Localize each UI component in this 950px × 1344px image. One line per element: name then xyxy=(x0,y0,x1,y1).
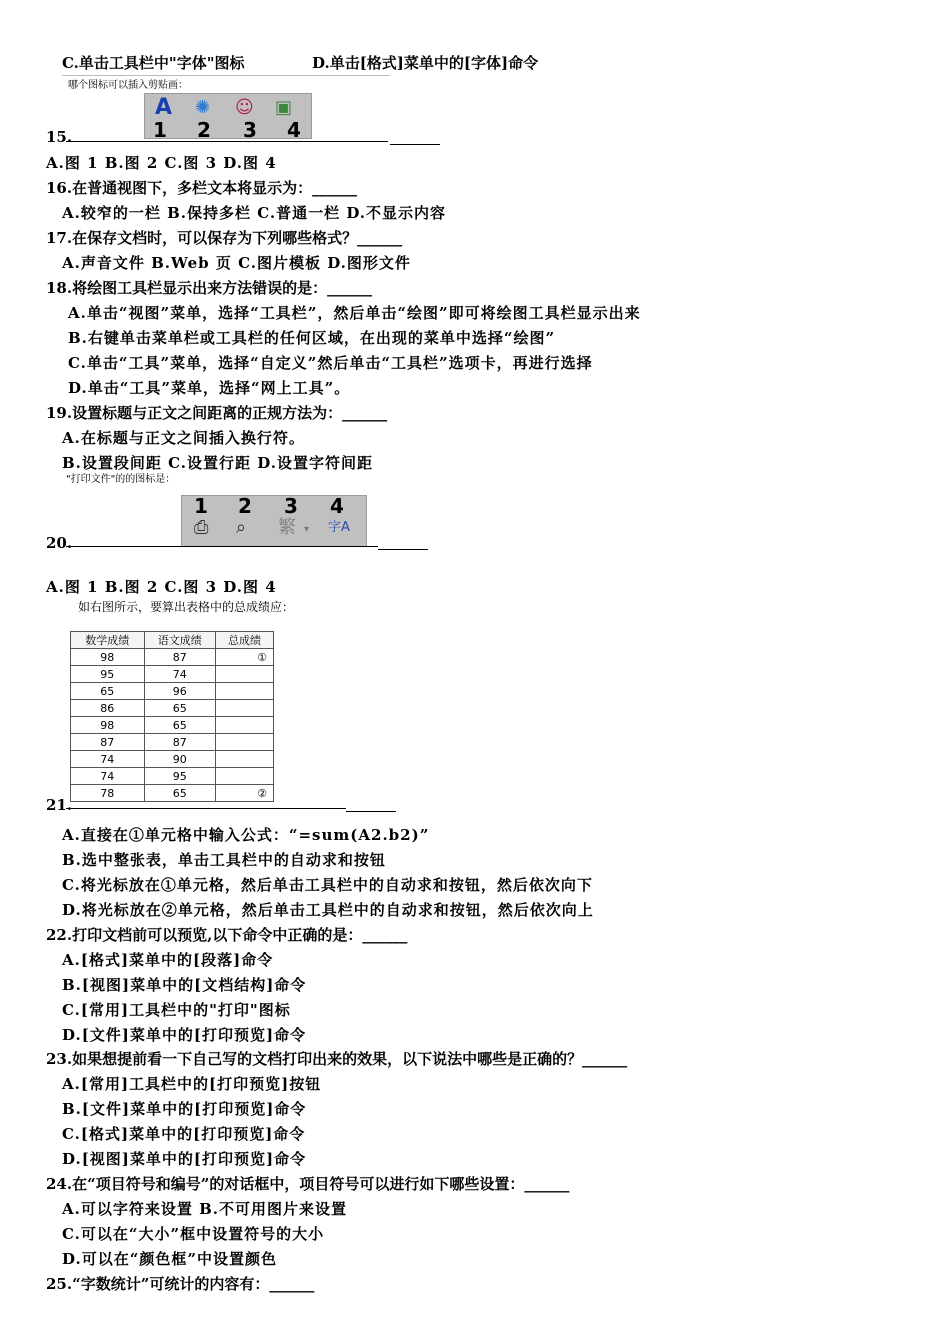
printer-icon: ⎙ xyxy=(194,517,209,538)
q20-answer-line xyxy=(66,546,378,547)
q24-option-d: D.可以在“颜色框”中设置颜色 xyxy=(62,1250,277,1268)
q15-answer-line xyxy=(66,141,388,142)
table-cell: ② xyxy=(216,785,274,802)
table-cell: 74 xyxy=(71,751,145,768)
spelling-check-icon: 字A xyxy=(328,520,350,535)
table-cell: 74 xyxy=(144,666,216,683)
q15-icon-number-3: 3 xyxy=(243,118,257,142)
q15-toolbar-image xyxy=(144,93,312,142)
q15-options: A.图 1 B.图 2 C.图 3 D.图 4 xyxy=(46,154,277,172)
diagram-icon: ✺ xyxy=(195,97,211,118)
table-cell: 98 xyxy=(71,717,145,734)
q23-option-d: D.[视图]菜单中的[打印预览]命令 xyxy=(62,1150,307,1168)
wordart-icon: A xyxy=(155,95,173,120)
q16-stem: 16.在普通视图下，多栏文本将显示为：______ xyxy=(46,179,358,197)
table-cell xyxy=(216,666,274,683)
table-row xyxy=(71,683,274,700)
table-cell: ① xyxy=(216,649,274,666)
q15-icon-number-1: 1 xyxy=(153,118,167,142)
q23-option-c: C.[格式]菜单中的[打印预览]命令 xyxy=(62,1125,306,1143)
traditional-chinese-icon: 繁 xyxy=(278,517,296,538)
q19-stem: 19.设置标题与正文之间距离的正规方法为：______ xyxy=(46,404,388,422)
clipart-icon: ☺ xyxy=(235,97,254,118)
table-cell xyxy=(216,734,274,751)
q20-icon-number-3: 3 xyxy=(284,494,298,518)
q21-intro: 如右图所示，要算出表格中的总成绩应： xyxy=(78,600,295,614)
q15-icon-number-4: 4 xyxy=(287,118,301,142)
q22-option-c: C.[常用]工具栏中的"打印"图标 xyxy=(62,1001,291,1019)
table-cell xyxy=(216,700,274,717)
table-cell: 96 xyxy=(144,683,216,700)
table-cell xyxy=(216,683,274,700)
dropdown-arrow-icon: ▾ xyxy=(304,524,310,535)
table-cell: 87 xyxy=(144,649,216,666)
table-cell xyxy=(216,717,274,734)
q24-stem: 24.在“项目符号和编号”的对话框中，项目符号可以进行如下哪些设置：______ xyxy=(46,1175,570,1193)
q15-answer-blank xyxy=(390,144,440,145)
q20-number: 20. xyxy=(46,534,73,552)
q21-number: 21. xyxy=(46,796,73,814)
q16-options: A.较窄的一栏 B.保持多栏 C.普通一栏 D.不显示内容 xyxy=(62,204,447,222)
q20-icon-number-4: 4 xyxy=(330,494,344,518)
table-cell: 95 xyxy=(144,768,216,785)
q18-stem: 18.将绘图工具栏显示出来方法错误的是：______ xyxy=(46,279,373,297)
q21-option-b: B.选中整张表，单击工具栏中的自动求和按钮 xyxy=(62,851,386,869)
table-cell xyxy=(216,751,274,768)
q23-stem: 23.如果想提前看一下自己写的文档打印出来的效果，以下说法中哪些是正确的？______ xyxy=(46,1050,628,1068)
q25-stem: 25.“字数统计”可统计的内容有：______ xyxy=(46,1275,315,1293)
q23-option-b: B.[文件]菜单中的[打印预览]命令 xyxy=(62,1100,307,1118)
q21-option-a: A.直接在①单元格中输入公式：“=sum(A2.b2)” xyxy=(62,826,430,844)
q22-option-d: D.[文件]菜单中的[打印预览]命令 xyxy=(62,1026,307,1044)
q15-image-caption: 哪个图标可以插入剪贴画： xyxy=(68,80,188,91)
q21-answer-line xyxy=(66,808,346,809)
q20-icon-number-1: 1 xyxy=(194,494,208,518)
q17-options: A.声音文件 B.Web 页 C.图片模板 D.图形文件 xyxy=(62,254,411,272)
table-header: 语文成绩 xyxy=(144,632,216,649)
q22-option-a: A.[格式]菜单中的[段落]命令 xyxy=(62,951,274,969)
table-cell: 65 xyxy=(144,700,216,717)
table-header: 总成绩 xyxy=(216,632,274,649)
table-cell: 98 xyxy=(71,649,145,666)
q21-answer-blank xyxy=(346,811,396,812)
q20-icon-number-2: 2 xyxy=(238,494,252,518)
q18-option-c: C.单击“工具”菜单，选择“自定义”然后单击“工具栏”选项卡，再进行选择 xyxy=(68,354,593,372)
table-row xyxy=(71,785,274,802)
table-cell: 78 xyxy=(71,785,145,802)
q21-score-table xyxy=(70,631,274,802)
q22-stem: 22.打印文档前可以预览,以下命令中正确的是：______ xyxy=(46,926,408,944)
q24-option-c: C.可以在“大小”框中设置符号的大小 xyxy=(62,1225,325,1243)
table-cell: 87 xyxy=(144,734,216,751)
q20-image-caption: "打印文件"的的图标是： xyxy=(66,474,176,485)
table-cell: 90 xyxy=(144,751,216,768)
q22-option-b: B.[视图]菜单中的[文档结构]命令 xyxy=(62,976,307,994)
q15-image-top-rule xyxy=(62,75,390,76)
q21-option-d: D.将光标放在②单元格，然后单击工具栏中的自动求和按钮，然后依次向上 xyxy=(62,901,594,919)
table-header: 数学成绩 xyxy=(71,632,145,649)
q24-options-ab: A.可以字符来设置 B.不可用图片来设置 xyxy=(62,1200,347,1218)
q15-icon-number-2: 2 xyxy=(197,118,211,142)
table-cell: 95 xyxy=(71,666,145,683)
q18-option-a: A.单击“视图”菜单，选择“工具栏”，然后单击“绘图”即可将绘图工具栏显示出来 xyxy=(68,304,641,322)
q19-options-bcd: B.设置段间距 C.设置行距 D.设置字符间距 xyxy=(62,454,373,472)
table-cell: 74 xyxy=(71,768,145,785)
table-row xyxy=(71,700,274,717)
q17-stem: 17.在保存文档时，可以保存为下列哪些格式？______ xyxy=(46,229,403,247)
q15-number: 15. xyxy=(46,128,73,146)
table-row xyxy=(71,649,274,666)
q14-option-d: D.单击[格式]菜单中的[字体]命令 xyxy=(312,54,539,72)
table-cell: 86 xyxy=(71,700,145,717)
table-row xyxy=(71,666,274,683)
q14-option-c: C.单击工具栏中"字体"图标 xyxy=(62,54,245,72)
table-cell: 65 xyxy=(71,683,145,700)
table-row xyxy=(71,768,274,785)
q20-toolbar-image xyxy=(181,495,367,547)
q21-option-c: C.将光标放在①单元格，然后单击工具栏中的自动求和按钮，然后依次向下 xyxy=(62,876,593,894)
table-row xyxy=(71,751,274,768)
table-cell xyxy=(216,768,274,785)
q20-answer-blank xyxy=(378,549,428,550)
q18-option-d: D.单击“工具”菜单，选择“网上工具”。 xyxy=(68,379,351,397)
print-preview-icon: ⌕ xyxy=(236,517,247,538)
table-cell: 65 xyxy=(144,717,216,734)
q20-options: A.图 1 B.图 2 C.图 3 D.图 4 xyxy=(46,578,277,596)
q23-option-a: A.[常用]工具栏中的[打印预览]按钮 xyxy=(62,1075,322,1093)
q19-option-a: A.在标题与正文之间插入换行符。 xyxy=(62,429,305,447)
picture-icon: ▣ xyxy=(275,97,293,118)
table-row xyxy=(71,734,274,751)
table-cell: 87 xyxy=(71,734,145,751)
table-cell: 65 xyxy=(144,785,216,802)
table-row xyxy=(71,717,274,734)
q18-option-b: B.右键单击菜单栏或工具栏的任何区域，在出现的菜单中选择“绘图” xyxy=(68,329,556,347)
